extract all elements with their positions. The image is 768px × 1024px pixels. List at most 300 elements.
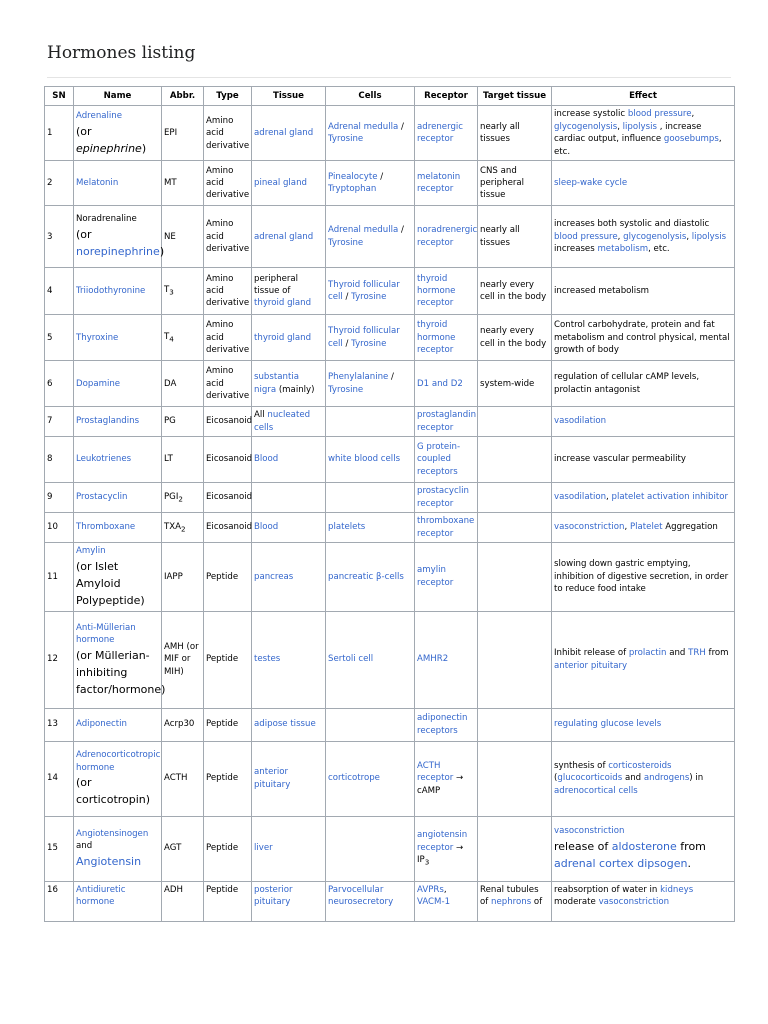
- table-row: [45, 268, 735, 315]
- link[interactable]: corticosteroids: [608, 760, 672, 771]
- cell-target: [478, 315, 552, 361]
- text: moderate: [554, 897, 599, 908]
- text: Eicosanoid: [206, 522, 253, 533]
- text: of: [531, 897, 543, 908]
- cell-target: [478, 268, 552, 315]
- text: → IP: [417, 842, 464, 866]
- cell-tissue: [252, 161, 326, 206]
- cell-type: [204, 106, 252, 161]
- text: /: [398, 121, 404, 132]
- link[interactable]: vasoconstriction: [598, 897, 670, 908]
- link[interactable]: anterior pituitary: [254, 767, 291, 790]
- cell-sn: 1: [45, 106, 74, 161]
- text: Eicosanoid: [206, 416, 253, 427]
- link[interactable]: metabolism: [597, 243, 649, 254]
- cell-abbr: [162, 881, 204, 921]
- text: Peptide: [206, 654, 239, 665]
- text: ) in: [689, 773, 704, 784]
- table-row: [45, 816, 735, 881]
- cell-cells: [326, 483, 415, 513]
- table-row: [45, 315, 735, 361]
- cell-abbr: [162, 161, 204, 206]
- link[interactable]: Tyrosine: [328, 237, 364, 248]
- link[interactable]: glycogenolysis: [623, 231, 687, 242]
- cell-sn: 13: [45, 708, 74, 741]
- text: ,: [617, 231, 624, 242]
- link[interactable]: thromboxane receptor: [417, 516, 475, 539]
- link[interactable]: Leukotrienes: [76, 454, 132, 465]
- cell-type: [204, 407, 252, 437]
- link[interactable]: Prostacyclin: [76, 492, 128, 503]
- link[interactable]: Melatonin: [76, 178, 119, 189]
- column-header-abbr[interactable]: Abbr.: [162, 87, 204, 106]
- link[interactable]: prolactin: [628, 648, 667, 659]
- link[interactable]: adrenocortical cells: [554, 785, 638, 796]
- cell-sn: 4: [45, 268, 74, 315]
- text: Noradrenaline: [76, 214, 137, 225]
- text: LT: [164, 454, 173, 465]
- column-header-effect[interactable]: Effect: [552, 87, 735, 106]
- text: increase systolic: [554, 109, 628, 120]
- cell-sn: 7: [45, 407, 74, 437]
- cell-cells: [326, 161, 415, 206]
- table-header-row: [45, 87, 735, 106]
- cell-effect: [552, 437, 735, 483]
- cell-tissue: [252, 315, 326, 361]
- table-row: [45, 741, 735, 816]
- cell-tissue: [252, 361, 326, 407]
- cell-receptor: [415, 483, 478, 513]
- text: nearly every cell in the body: [480, 326, 547, 349]
- cell-cells: [326, 268, 415, 315]
- cell-name: [74, 106, 162, 161]
- cell-tissue: [252, 483, 326, 513]
- link[interactable]: Amylin: [76, 546, 106, 557]
- cell-sn: 5: [45, 315, 74, 361]
- link[interactable]: pancreas: [254, 571, 294, 582]
- link[interactable]: liver: [254, 843, 273, 854]
- text: regulation of cellular cAMP levels, prolactin antagonist: [554, 372, 700, 395]
- link[interactable]: white blood cells: [328, 454, 401, 465]
- link[interactable]: Tyrosine: [351, 292, 387, 303]
- text: → cAMP: [417, 773, 464, 796]
- text: peripheral tissue of: [254, 273, 299, 297]
- cell-effect: [552, 361, 735, 407]
- cell-receptor: [415, 611, 478, 708]
- text: Peptide: [206, 719, 239, 730]
- link[interactable]: vasodilation: [554, 492, 607, 503]
- link[interactable]: lipolysis: [691, 231, 727, 242]
- link[interactable]: kidneys: [660, 884, 694, 895]
- text: Amino acid derivative: [206, 320, 250, 355]
- link[interactable]: Angiotensin: [76, 854, 142, 868]
- text: (or: [76, 124, 92, 138]
- link[interactable]: vasoconstriction: [554, 522, 625, 533]
- text: Eicosanoid: [206, 454, 253, 465]
- link[interactable]: platelet activation inhibitor: [611, 492, 729, 503]
- link[interactable]: regulating glucose levels: [554, 719, 662, 730]
- cell-target: [478, 816, 552, 881]
- link[interactable]: vasoconstriction: [554, 826, 625, 837]
- link[interactable]: amylin receptor: [417, 565, 454, 588]
- cell-cells: [326, 106, 415, 161]
- link[interactable]: adrenal gland: [254, 128, 314, 139]
- text: nearly all tissues: [480, 225, 520, 248]
- link[interactable]: corticotrope: [328, 773, 380, 784]
- text: ,: [686, 231, 692, 242]
- cell-cells: [326, 741, 415, 816]
- table-row: [45, 161, 735, 206]
- text: , etc.: [648, 243, 670, 254]
- link[interactable]: testes: [254, 654, 281, 665]
- link[interactable]: anterior pituitary: [554, 660, 628, 671]
- link[interactable]: thyroid gland: [254, 332, 312, 343]
- cell-abbr: [162, 268, 204, 315]
- cell-abbr: [162, 708, 204, 741]
- cell-receptor: [415, 708, 478, 741]
- cell-target: [478, 513, 552, 543]
- text: ADH: [164, 884, 183, 895]
- text: , increase cardiac output, influence: [554, 121, 702, 145]
- link[interactable]: Tyrosine: [351, 338, 387, 349]
- cell-tissue: [252, 543, 326, 612]
- link[interactable]: Adrenal medulla: [328, 225, 399, 236]
- cell-name: [74, 437, 162, 483]
- table-row: [45, 881, 735, 921]
- text: Amino acid derivative: [206, 273, 250, 309]
- cell-name: [74, 741, 162, 816]
- text: CNS and peripheral tissue: [480, 165, 525, 201]
- cell-sn: 15: [45, 816, 74, 881]
- text: (or: [76, 227, 92, 241]
- cell-tissue: [252, 513, 326, 543]
- cell-effect: [552, 268, 735, 315]
- link[interactable]: Parvocellular neurosecretory: [328, 884, 394, 908]
- text: /: [377, 171, 384, 182]
- cell-receptor: [415, 315, 478, 361]
- text: All: [254, 410, 268, 421]
- link[interactable]: Thyroid follicular cell: [328, 326, 400, 349]
- column-header-tissue[interactable]: Tissue: [252, 87, 326, 106]
- cell-tissue: [252, 407, 326, 437]
- link[interactable]: Tyrosine: [328, 384, 364, 395]
- text: ,: [606, 492, 612, 503]
- text: and: [666, 648, 689, 659]
- text: PG: [164, 416, 176, 427]
- cell-abbr: [159, 206, 204, 268]
- cell-abbr: [162, 816, 204, 881]
- text: slowing down gastric emptying, inhibition of digestive secretion, in order to reduce food intake: [554, 559, 729, 595]
- text: Amino acid derivative: [206, 115, 250, 151]
- text: , etc.: [554, 134, 722, 157]
- text: increases: [554, 243, 598, 254]
- text: synthesis of: [554, 760, 609, 771]
- cell-effect: [552, 483, 735, 513]
- subscript: 3: [169, 287, 174, 297]
- text: /: [388, 372, 394, 383]
- link[interactable]: Adrenal medulla: [328, 121, 399, 132]
- link[interactable]: prostaglandin receptor: [417, 410, 477, 433]
- link[interactable]: D1 and D2: [417, 378, 463, 389]
- link[interactable]: Adrenaline: [76, 111, 123, 122]
- cell-cells: [326, 543, 415, 612]
- link[interactable]: platelets: [328, 522, 366, 533]
- link[interactable]: posterior pituitary: [254, 884, 293, 908]
- link[interactable]: dipsogen: [637, 856, 688, 870]
- cell-effect: [552, 106, 735, 161]
- link[interactable]: TRH: [688, 648, 706, 659]
- link[interactable]: thyroid hormone receptor: [417, 273, 456, 309]
- link[interactable]: Sertoli cell: [328, 654, 374, 665]
- cell-sn: 6: [45, 361, 74, 407]
- cell-abbr: [162, 437, 204, 483]
- link[interactable]: VACM-1: [417, 897, 451, 908]
- cell-name: [74, 268, 162, 315]
- column-header-sn[interactable]: SN: [45, 87, 74, 106]
- link[interactable]: Blood: [254, 454, 279, 465]
- cell-type: [204, 437, 252, 483]
- cell-target: [478, 206, 552, 268]
- cell-target: [478, 106, 552, 161]
- link[interactable]: vasodilation: [554, 416, 607, 427]
- cell-cells: [326, 513, 415, 543]
- cell-effect: [552, 881, 735, 921]
- column-header-target-tissue[interactable]: Target tissue: [478, 87, 552, 106]
- text: Peptide: [206, 571, 239, 582]
- cell-receptor: [415, 816, 478, 881]
- link[interactable]: adipose tissue: [254, 719, 316, 730]
- cell-receptor: [415, 106, 478, 161]
- text: Aggregation: [662, 522, 718, 533]
- text: Eicosanoid: [206, 492, 253, 503]
- table-row: [45, 513, 735, 543]
- cell-abbr: [162, 483, 204, 513]
- cell-type: [204, 513, 252, 543]
- cell-tissue: [252, 741, 326, 816]
- text: (: [554, 773, 558, 784]
- cell-cells: [326, 816, 415, 881]
- cell-effect: [552, 161, 735, 206]
- cell-cells: [326, 206, 415, 268]
- table-row: [45, 611, 735, 708]
- text: nearly every cell in the body: [480, 279, 547, 303]
- cell-receptor: [415, 361, 478, 407]
- link[interactable]: sleep-wake cycle: [554, 178, 628, 189]
- link[interactable]: thyroid hormone receptor: [417, 320, 456, 355]
- text: nearly all tissues: [480, 121, 520, 145]
- cell-type: [204, 268, 252, 315]
- link[interactable]: blood pressure: [627, 109, 692, 120]
- table-row: [45, 437, 735, 483]
- text: (mainly): [276, 384, 315, 395]
- link[interactable]: angiotensin receptor: [417, 830, 468, 853]
- link[interactable]: ACTH receptor: [417, 760, 454, 784]
- cell-abbr: [162, 407, 204, 437]
- cell-sn: 12: [45, 611, 74, 708]
- cell-abbr: [162, 741, 204, 816]
- cell-name: [74, 881, 162, 921]
- cell-sn: 9: [45, 483, 74, 513]
- cell-tissue: [252, 437, 326, 483]
- link[interactable]: blood pressure: [554, 231, 618, 242]
- link[interactable]: adiponectin receptors: [417, 713, 468, 736]
- link[interactable]: Thyroid follicular cell: [328, 279, 400, 303]
- table-row: [45, 206, 735, 268]
- cell-sn: 14: [45, 741, 74, 816]
- cell-tissue: [252, 881, 326, 921]
- link[interactable]: Tryptophan: [328, 184, 377, 195]
- text: Amino acid derivative: [206, 366, 250, 401]
- link[interactable]: Thyroxine: [76, 332, 119, 343]
- link[interactable]: Adrenocorticotropic hormone: [76, 750, 161, 773]
- cell-sn: 10: [45, 513, 74, 543]
- link[interactable]: pineal gland: [254, 178, 307, 189]
- link[interactable]: Platelet: [629, 522, 663, 533]
- link[interactable]: norepinephrine: [76, 244, 160, 258]
- cell-name: [74, 816, 162, 881]
- cell-receptor: [415, 206, 478, 268]
- text: Inhibit release of: [554, 648, 629, 659]
- link[interactable]: prostacyclin receptor: [417, 486, 469, 509]
- cell-target: [478, 881, 552, 921]
- hormones-table: [44, 86, 735, 922]
- text: (or Müllerian-inhibiting factor/hormone): [76, 648, 166, 696]
- subscript: 3: [424, 857, 430, 867]
- cell-cells: [326, 361, 415, 407]
- column-header-receptor[interactable]: Receptor: [415, 87, 478, 106]
- text: (or Islet Amyloid Polypeptide): [76, 559, 145, 607]
- link[interactable]: adrenal gland: [254, 231, 314, 242]
- cell-cells: [326, 881, 415, 921]
- cell-effect: [552, 407, 735, 437]
- cell-target: [478, 483, 552, 513]
- link[interactable]: nucleated cells: [254, 410, 311, 433]
- text: ): [159, 244, 165, 258]
- link[interactable]: Blood: [254, 522, 279, 533]
- cell-type: [204, 816, 252, 881]
- cell-effect: [552, 315, 735, 361]
- cell-sn: 16: [45, 881, 74, 921]
- cell-target: [478, 361, 552, 407]
- link[interactable]: glucocorticoids: [557, 773, 623, 784]
- link[interactable]: Dopamine: [76, 378, 121, 389]
- cell-type: [204, 161, 252, 206]
- cell-type: [204, 206, 252, 268]
- text: TXA: [164, 521, 182, 532]
- subscript: 2: [181, 524, 186, 534]
- cell-receptor: [415, 881, 478, 921]
- text: .: [687, 856, 691, 870]
- link[interactable]: Tyrosine: [328, 134, 364, 145]
- text: T: [164, 331, 170, 342]
- link[interactable]: glycogenolysis: [554, 121, 618, 132]
- cell-abbr: [162, 106, 204, 161]
- link[interactable]: noradrenergic receptor: [417, 225, 478, 248]
- table-row: [45, 407, 735, 437]
- cell-name: [74, 206, 165, 268]
- cell-receptor: [415, 437, 478, 483]
- cell-abbr: [162, 611, 204, 708]
- text: ACTH: [164, 773, 188, 784]
- cell-type: [204, 315, 252, 361]
- text: /: [398, 225, 404, 236]
- link[interactable]: Phenylalanine: [328, 372, 389, 383]
- column-header-cells[interactable]: Cells: [326, 87, 415, 106]
- link[interactable]: Pinealocyte: [328, 171, 378, 182]
- link[interactable]: pancreatic β-cells: [328, 571, 404, 582]
- table-body: [45, 106, 735, 921]
- link[interactable]: nephrons: [491, 897, 532, 908]
- link[interactable]: Triiodothyronine: [76, 286, 146, 297]
- cell-name: [74, 611, 166, 708]
- link[interactable]: Angiotensinogen: [76, 828, 149, 839]
- cell-cells: [326, 437, 415, 483]
- link[interactable]: AMHR2: [417, 654, 449, 665]
- link[interactable]: androgens: [643, 773, 690, 784]
- cell-name: [74, 161, 162, 206]
- link[interactable]: goosebumps: [663, 134, 719, 145]
- cell-target: [478, 741, 552, 816]
- column-header-name[interactable]: Name: [74, 87, 162, 106]
- cell-type: [204, 483, 252, 513]
- cell-tissue: [252, 106, 326, 161]
- link[interactable]: Anti-Müllerian hormone: [76, 622, 136, 646]
- table-row: [45, 708, 735, 741]
- link[interactable]: Thromboxane: [76, 522, 136, 533]
- text: MT: [164, 178, 177, 189]
- text: increased metabolism: [554, 286, 650, 297]
- cell-type: [204, 611, 252, 708]
- table-row: [45, 361, 735, 407]
- link[interactable]: aldosterone: [611, 839, 677, 853]
- cell-effect: [552, 741, 735, 816]
- link[interactable]: Adiponectin: [76, 719, 127, 730]
- text: /: [342, 292, 352, 303]
- link[interactable]: thyroid gland: [254, 298, 312, 309]
- link[interactable]: substantia nigra: [254, 372, 299, 395]
- cell-abbr: [162, 315, 204, 361]
- text: Peptide: [206, 884, 239, 895]
- cell-abbr: [162, 361, 204, 407]
- text: Amino acid derivative: [206, 165, 250, 201]
- cell-tissue: [252, 206, 326, 268]
- link[interactable]: G protein-coupled receptors: [417, 441, 461, 477]
- link[interactable]: melatonin receptor: [417, 171, 461, 195]
- cell-type: [204, 708, 252, 741]
- link[interactable]: lipolysis: [622, 121, 657, 132]
- table-row: [45, 543, 735, 612]
- cell-target: [478, 161, 552, 206]
- cell-target: [478, 437, 552, 483]
- text: system-wide: [480, 378, 535, 389]
- link[interactable]: AVPRs: [417, 884, 444, 895]
- cell-type: [204, 881, 252, 921]
- link[interactable]: Antidiuretic hormone: [76, 884, 126, 908]
- link[interactable]: adrenal cortex: [554, 856, 634, 870]
- text: and: [622, 773, 644, 784]
- cell-abbr: [162, 543, 204, 612]
- cell-target: [478, 611, 552, 708]
- link[interactable]: Prostaglandins: [76, 416, 140, 427]
- text: ): [141, 141, 147, 155]
- table-row: [45, 106, 735, 161]
- text: increase vascular permeability: [554, 454, 686, 465]
- cell-sn: 3: [45, 206, 74, 268]
- subscript: 2: [178, 494, 183, 504]
- column-header-type[interactable]: Type: [204, 87, 252, 106]
- text: Renal tubules of: [480, 884, 539, 908]
- link[interactable]: adrenergic receptor: [417, 121, 464, 145]
